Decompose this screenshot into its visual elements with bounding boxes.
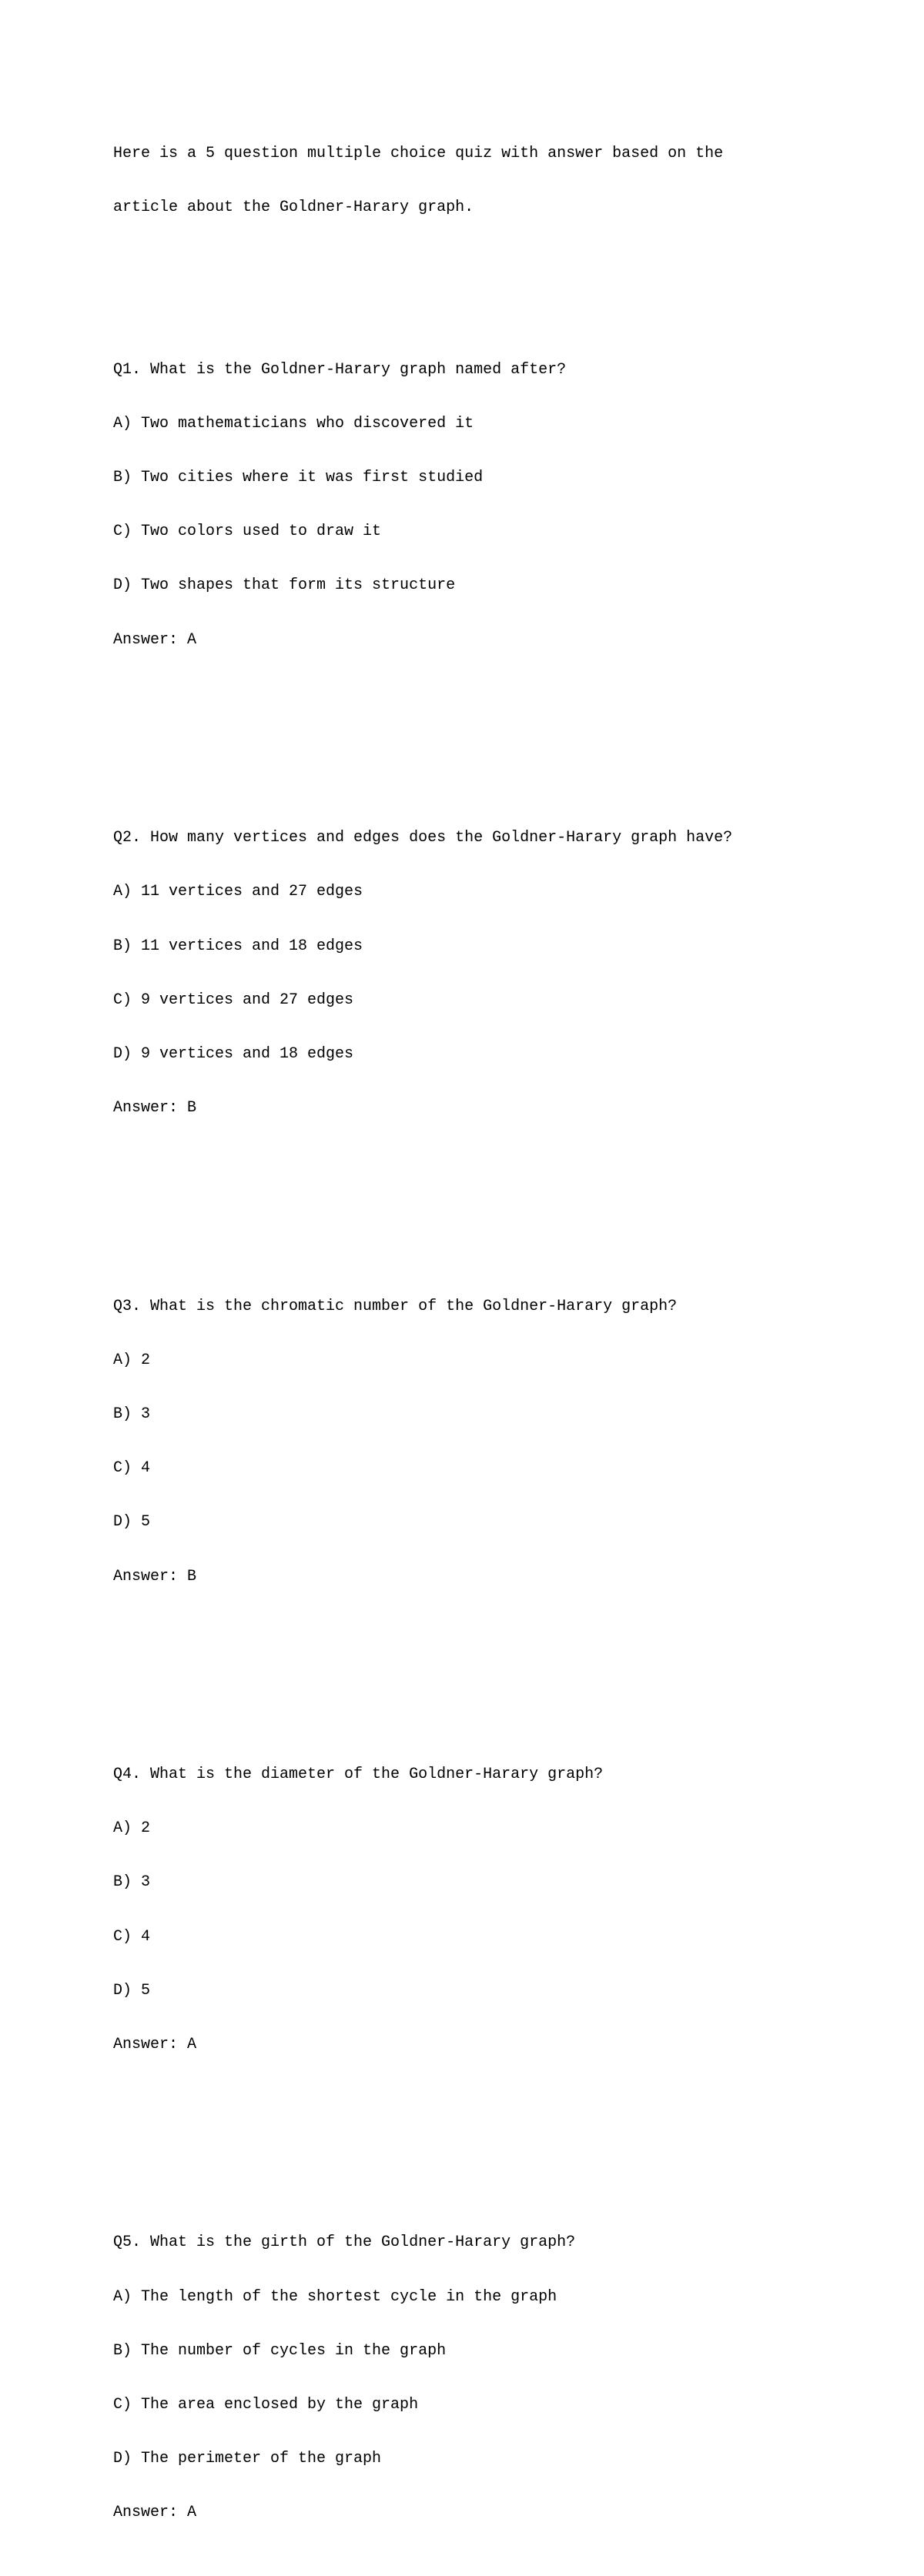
question-block-3	[113, 1261, 883, 1622]
answer-line: Answer: A	[113, 2036, 197, 2054]
option-d: D) 5	[113, 1981, 151, 2000]
question-block-1	[113, 325, 883, 685]
blank-line	[113, 1189, 883, 1207]
answer-line: Answer: A	[113, 630, 197, 649]
option-d: D) 5	[113, 1513, 151, 1532]
option-a: A) 2	[113, 1819, 151, 1838]
question-block-2	[113, 793, 883, 1153]
answer-line: Answer: B	[113, 1099, 197, 1118]
option-a: A) 2	[113, 1351, 151, 1369]
option-b: B) Two cities where it was first studied	[113, 469, 484, 487]
option-d: D) Two shapes that form its structure	[113, 576, 456, 595]
option-b: B) The number of cycles in the graph	[113, 2341, 447, 2360]
document-page	[113, 109, 883, 2576]
answer-line: Answer: A	[113, 2504, 197, 2522]
option-a: A) 11 vertices and 27 edges	[113, 883, 363, 901]
option-b: B) 3	[113, 1873, 151, 1892]
option-c: C) 9 vertices and 27 edges	[113, 991, 354, 1009]
option-c: C) Two colors used to draw it	[113, 523, 382, 541]
option-c: C) The area enclosed by the graph	[113, 2396, 419, 2414]
option-c: C) 4	[113, 1927, 151, 1946]
question-block-5	[113, 2198, 883, 2558]
question-text: Q2. How many vertices and edges does the Goldner-Harary graph have?	[113, 829, 733, 847]
blank-line	[113, 252, 883, 270]
question-text: Q3. What is the chromatic number of the Goldner-Harary graph?	[113, 1297, 678, 1315]
intro-line: article about the Goldner-Harary graph.	[113, 199, 474, 217]
answer-line: Answer: B	[113, 1567, 197, 1585]
option-b: B) 3	[113, 1405, 151, 1423]
option-d: D) The perimeter of the graph	[113, 2450, 382, 2468]
option-b: B) 11 vertices and 18 edges	[113, 937, 363, 955]
blank-line	[113, 1658, 883, 1676]
question-block-4	[113, 1729, 883, 2090]
option-a: A) The length of the shortest cycle in the graph	[113, 2287, 557, 2306]
blank-line	[113, 2126, 883, 2143]
intro-line: Here is a 5 question multiple choice quiz with answer based on the	[113, 144, 724, 162]
question-text: Q5. What is the girth of the Goldner-Harary graph?	[113, 2234, 576, 2252]
option-d: D) 9 vertices and 18 edges	[113, 1044, 354, 1063]
question-text: Q4. What is the diameter of the Goldner-Harary graph?	[113, 1766, 604, 1783]
option-a: A) Two mathematicians who discovered it	[113, 414, 474, 433]
blank-line	[113, 721, 883, 739]
option-c: C) 4	[113, 1459, 151, 1478]
question-text: Q1. What is the Goldner-Harary graph named after?	[113, 360, 567, 379]
